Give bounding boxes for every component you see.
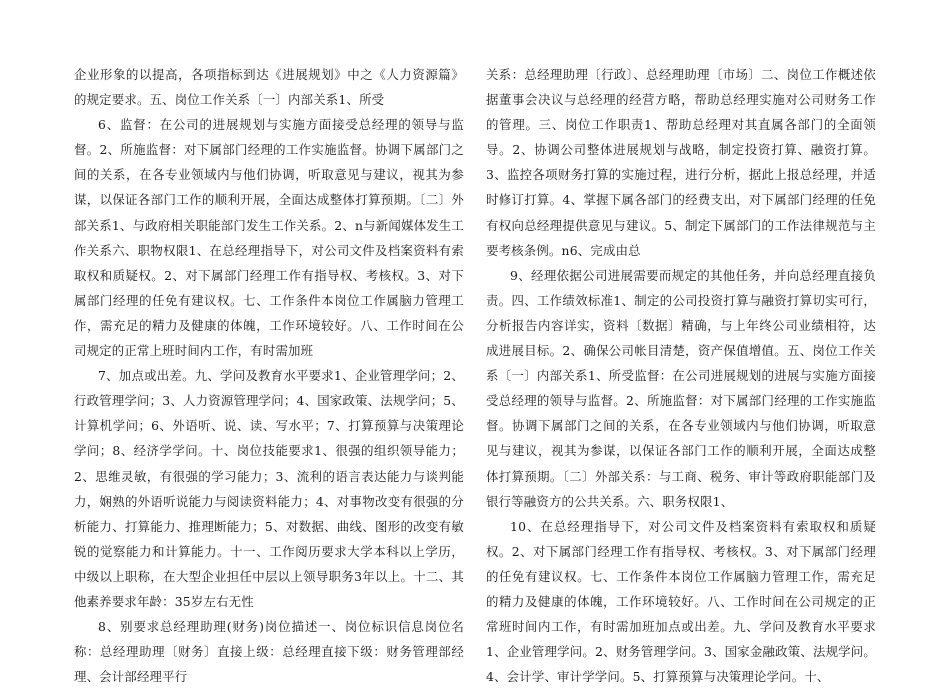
left-paragraph-2: 6、监督：在公司的进展规划与实施方面接受总经理的领导与监督。2、所施监督：对下属部门经理的工作实施监督。协调下属部门之间的关系，在各专业领域内与他们协调，听取意见与建议，视其为参谋，以保证各部门工作的顺利开展，全面达成整体打算预期。〔二〕外部关系1、与政府相关职能部门发生工作关系。2、n与新闻媒体发生工作关系六、职物权限1、在总经理指导下，对公司文件及档案资料有索取权和质疑权。2、对下属部门经理工作有指导权、考核权。3、对下属部门经理的任免有建议权。七、工作条件本岗位工作属脑力管理工作，需充足的精力及健康的体魄，工作环境较好。八、工作时间在公司规定的正常上班时间内工作，有时需加班 [74, 117, 464, 359]
left-text-column [74, 62, 464, 689]
right-paragraph-3: 10、在总经理指导下，对公司文件及档案资料有索取权和质疑权。2、对下属部门经理工作有指导权、考核权。3、对下属部门经理的任免有建议权。七、工作条件本岗位工作属脑力管理工作，需充足的精力及健康的体魄，工作环境较好。八、工作时间在公司规定的正常班时间内工作，有时需加班加点或出差。九、学问及教育水平要求1、企业管理学问。2、财务管理学问。3、国家金融政策、法规学问。4、会计学、审计学学问。5、打算预算与决策理论学问。十、 [486, 518, 876, 685]
left-paragraph-4: 8、别要求总经理助理(财务)岗位描述一、岗位标识信息岗位名称：总经理助理〔财务〕直接上级：总经理直接下级：财务管理部经理、会计部经理平行 [74, 619, 464, 685]
right-paragraph-1: 关系：总经理助理〔行政〕、总经理助理〔市场〕二、岗位工作概述依据董事会决议与总经理的经营方略，帮助总经理实施对公司财务工作的管理。三、岗位工作职责1、帮助总经理对其直属各部门的全面领导。2、协调公司整体进展规划与战略，制定投资打算、融资打算。3、监控各项财务打算的实施过程，进行分析，据此上报总经理，并适时修订打算。4、掌握下属各部门的经费支出，对下属部门经理的任免有权向总经理提供意见与建议。5、制定下属部门的工作法律规范与主要考核条例。n6、完成由总 [486, 67, 876, 258]
left-paragraph-1: 企业形象的以提高，各项指标到达《进展规划》中之《人力资源篇》的规定要求。五、岗位工作关系〔一〕内部关系1、所受 [74, 67, 464, 108]
right-text-column [486, 62, 876, 689]
right-paragraph-2: 9、经理依据公司进展需要而规定的其他任务，并向总经理直接负责。四、工作绩效标准1、制定的公司投资打算与融资打算切实可行，分析报告内容详实，资料〔数据〕精确，与上年终公司业绩相符，达成进展目标。2、确保公司帐目清楚，资产保值增值。五、岗位工作关系〔一〕内部关系1、所受监督：在公司进展规划的进展与实施方面接受总经理的领导与监督。2、所施监督：对下属部门经理的工作实施监督。协调下属部门之间的关系，在各专业领域内与他们协调，听取意见与建议，视其为参谋，以保证各部门工作的顺利开展，全面达成整体打算预期。〔二〕外部关系：与工商、税务、审计等政府职能部门及银行等融资方的公共关系。六、职务权限1、 [486, 267, 876, 509]
left-paragraph-3: 7、加点或出差。九、学问及教育水平要求1、企业管理学问；2、行政管理学问；3、人力资源管理学问；4、国家政策、法规学问；5、计算机学问；6、外语听、说、读、写水平；7、打算预算与决策理论学问；8、经济学学问。十、岗位技能要求1、很强的组织领导能力；2、思维灵敏，有很强的学习能力；3、流利的语言表达能力与谈判能力，娴熟的外语听说能力与阅读资料能力；4、对事物改变有很强的分析能力、打算能力、推理断能力；5、对数据、曲线、图形的改变有敏锐的觉察能力和计算能力。十一、工作阅历要求大学本科以上学历，中级以上职称，在大型企业担任中层以上领导职务3年以上。十二、其他素养要求年龄：35岁左右无性 [74, 368, 464, 609]
